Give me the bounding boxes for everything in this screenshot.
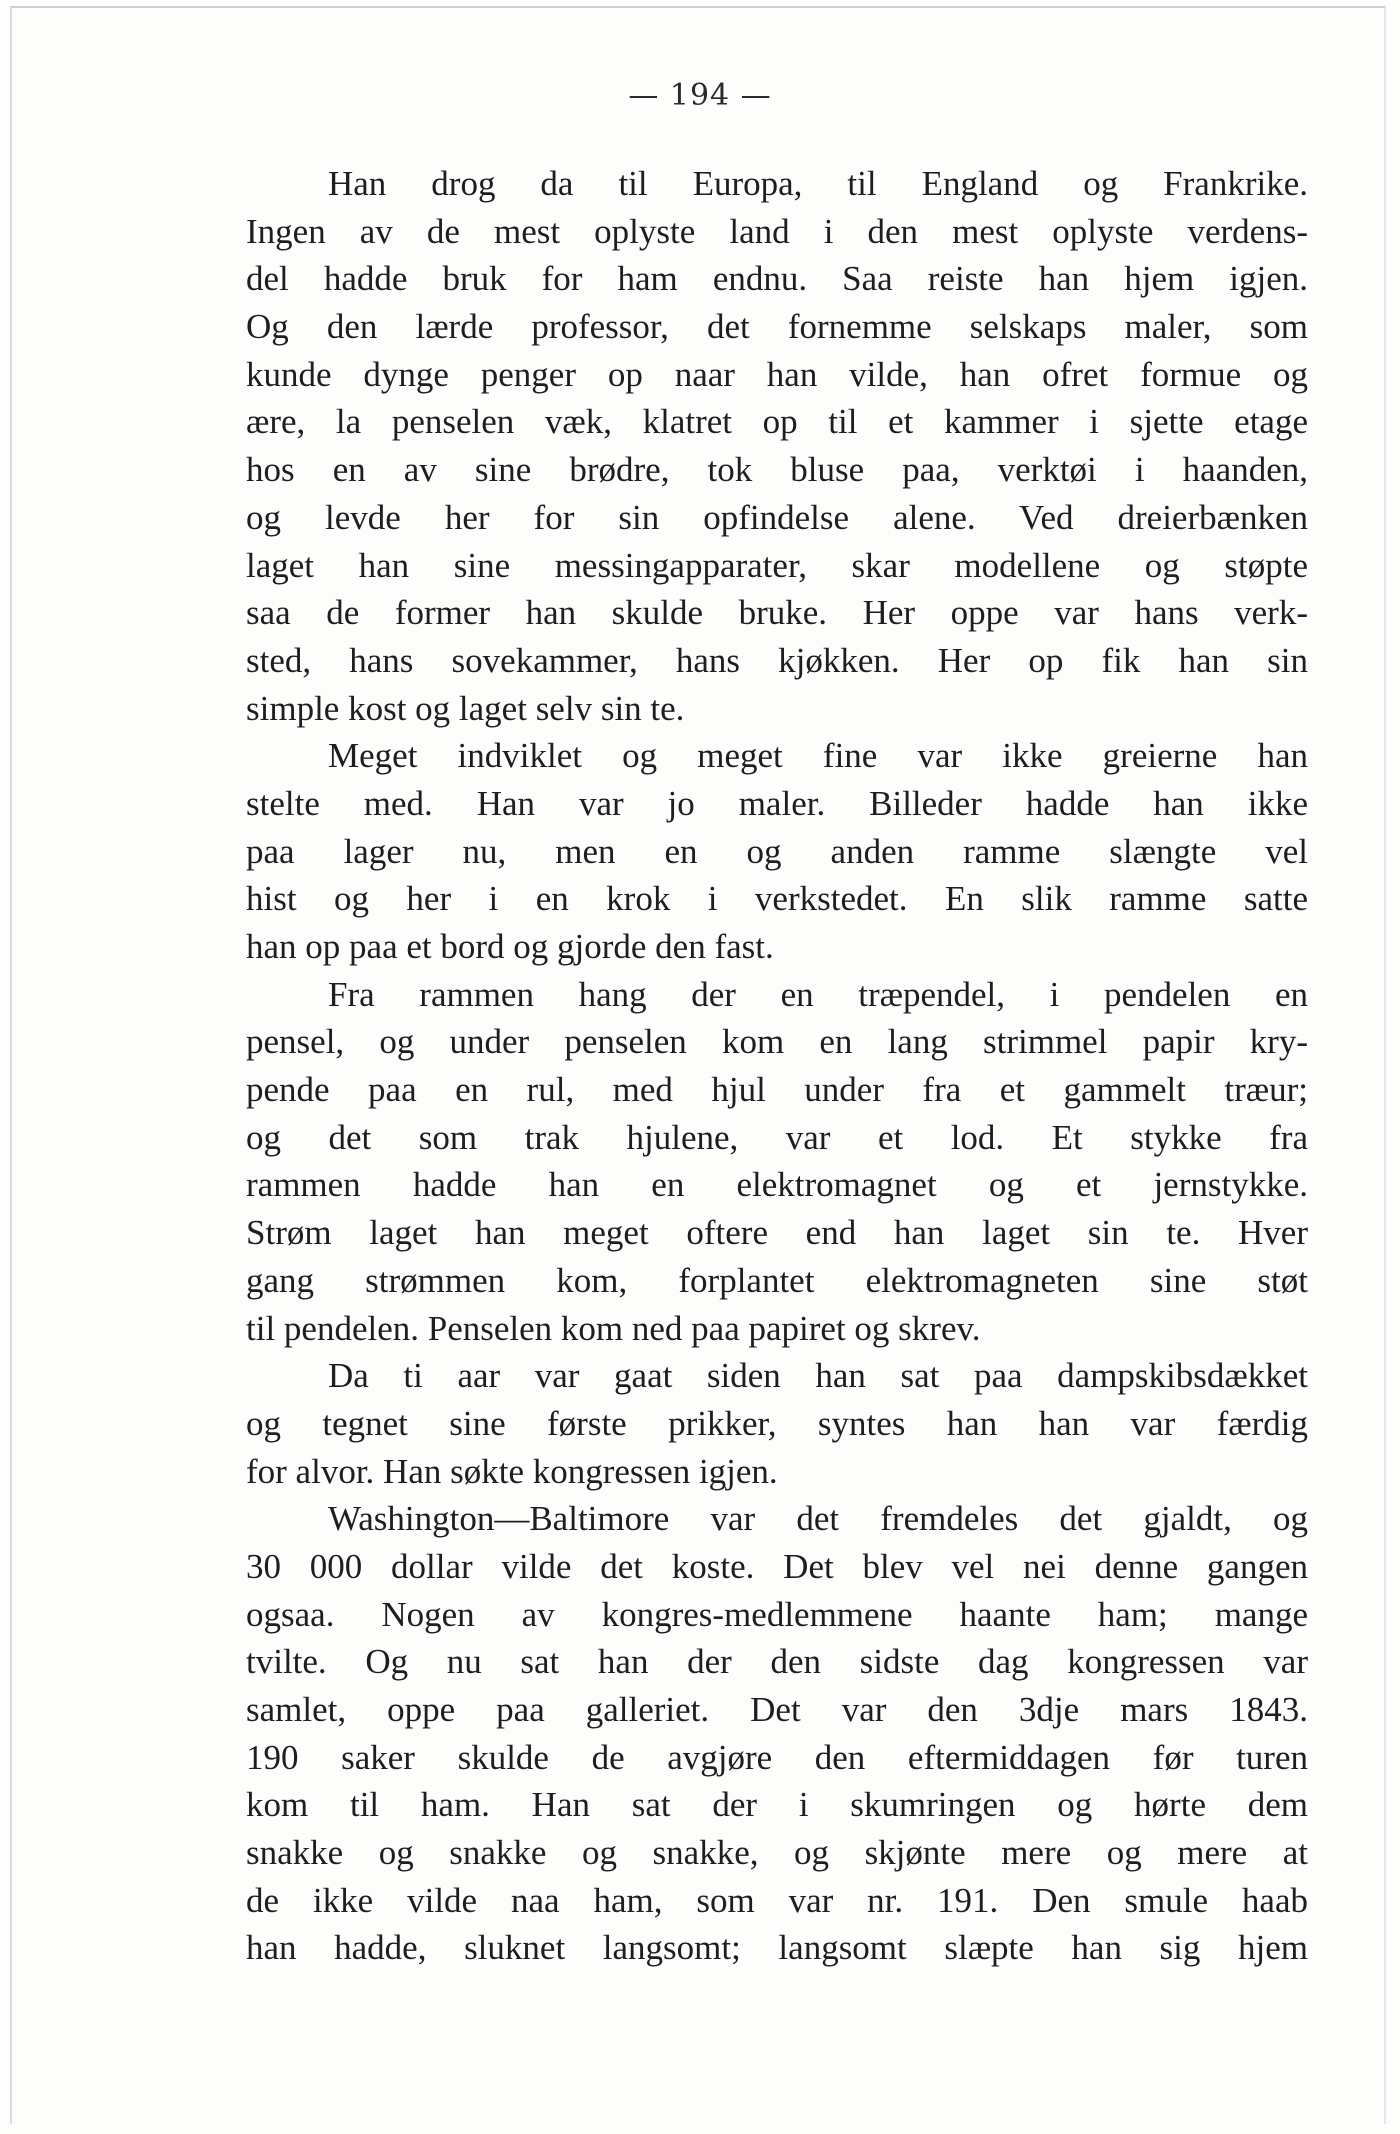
text-line: og tegnet sine første prikker, syntes han han var færdig (246, 1403, 1308, 1443)
paragraph-1 (246, 160, 1308, 732)
text-line: tvilte. Og nu sat han der den sidste dag kongressen var (246, 1642, 1308, 1682)
text-line: Ingen av de mest oplyste land i den mest oplyste verdens- (246, 211, 1308, 251)
text-line: simple kost og laget selv sin te. (246, 688, 685, 728)
text-line: hist og her i en krok i verkstedet. En slik ramme satte (246, 879, 1308, 919)
text-line: og levde her for sin opfindelse alene. Ved dreierbænken (246, 497, 1308, 537)
body-text (246, 160, 1308, 1972)
text-line: pende paa en rul, med hjul under fra et gammelt træur; (246, 1070, 1308, 1110)
text-line: for alvor. Han søkte kongressen igjen. (246, 1451, 778, 1491)
text-line: 190 saker skulde de avgjøre den eftermiddagen før turen (246, 1737, 1308, 1777)
text-line: pensel, og under penselen kom en lang strimmel papir kry- (246, 1022, 1308, 1062)
text-line: Meget indviklet og meget fine var ikke greierne han (328, 736, 1308, 776)
text-line: kom til ham. Han sat der i skumringen og hørte dem (246, 1785, 1308, 1825)
text-line: han op paa et bord og gjorde den fast. (246, 927, 774, 966)
text-line: laget han sine messingapparater, skar modellene og støpte (246, 545, 1308, 585)
text-line: del hadde bruk for ham endnu. Saa reiste han hjem igjen. (246, 259, 1308, 299)
text-line: sted, hans sovekammer, hans kjøkken. Her op fik han sin (246, 640, 1308, 680)
text-line: til pendelen. Penselen kom ned paa papiret og skrev. (246, 1308, 981, 1348)
text-line: 30 000 dollar vilde det koste. Det blev vel nei denne gangen (246, 1546, 1308, 1586)
page-number: — 194 — (628, 78, 772, 113)
text-line: hos en av sine brødre, tok bluse paa, verktøi i haanden, (246, 450, 1308, 490)
text-line: saa de former han skulde bruke. Her oppe var hans verk- (246, 593, 1308, 633)
text-line: de ikke vilde naa ham, som var nr. 191. Den smule haab (246, 1880, 1308, 1920)
text-line: Fra rammen hang der en træpendel, i pendelen en (328, 974, 1308, 1014)
text-line: Og den lærde professor, det fornemme selskaps maler, som (246, 307, 1308, 347)
text-line: rammen hadde han en elektromagnet og et jernstykke. (246, 1165, 1308, 1205)
text-line: stelte med. Han var jo maler. Billeder hadde han ikke (246, 783, 1308, 823)
text-line: paa lager nu, men en og anden ramme slængte vel (246, 831, 1308, 871)
text-line: ære, la penselen væk, klatret op til et kammer i sjette etage (246, 402, 1308, 442)
text-line: samlet, oppe paa galleriet. Det var den 3dje mars 1843. (246, 1690, 1308, 1729)
paragraph-5 (246, 1495, 1308, 1972)
text-line: ogsaa. Nogen av kongres-medlemmene haante ham; mange (246, 1594, 1308, 1634)
text-line: Strøm laget han meget oftere end han laget sin te. Hver (246, 1213, 1308, 1253)
text-line: kunde dynge penger op naar han vilde, han ofret formue og (246, 354, 1308, 394)
text-line: gang strømmen kom, forplantet elektromagneten sine støt (246, 1260, 1308, 1300)
text-line: og det som trak hjulene, var et lod. Et stykke fra (246, 1117, 1308, 1157)
paragraph-4 (246, 1352, 1308, 1495)
text-line: Han drog da til Europa, til England og Frankrike. (328, 164, 1308, 203)
text-line: Da ti aar var gaat siden han sat paa dampskibsdækket (328, 1356, 1308, 1396)
text-line: snakke og snakke og snakke, og skjønte mere og mere at (246, 1833, 1308, 1873)
text-line: han hadde, sluknet langsomt; langsomt slæpte han sig hjem (246, 1928, 1308, 1968)
paragraph-2 (246, 732, 1308, 970)
paragraph-3 (246, 971, 1308, 1353)
text-line: Washington—Baltimore var det fremdeles det gjaldt, og (328, 1499, 1308, 1539)
